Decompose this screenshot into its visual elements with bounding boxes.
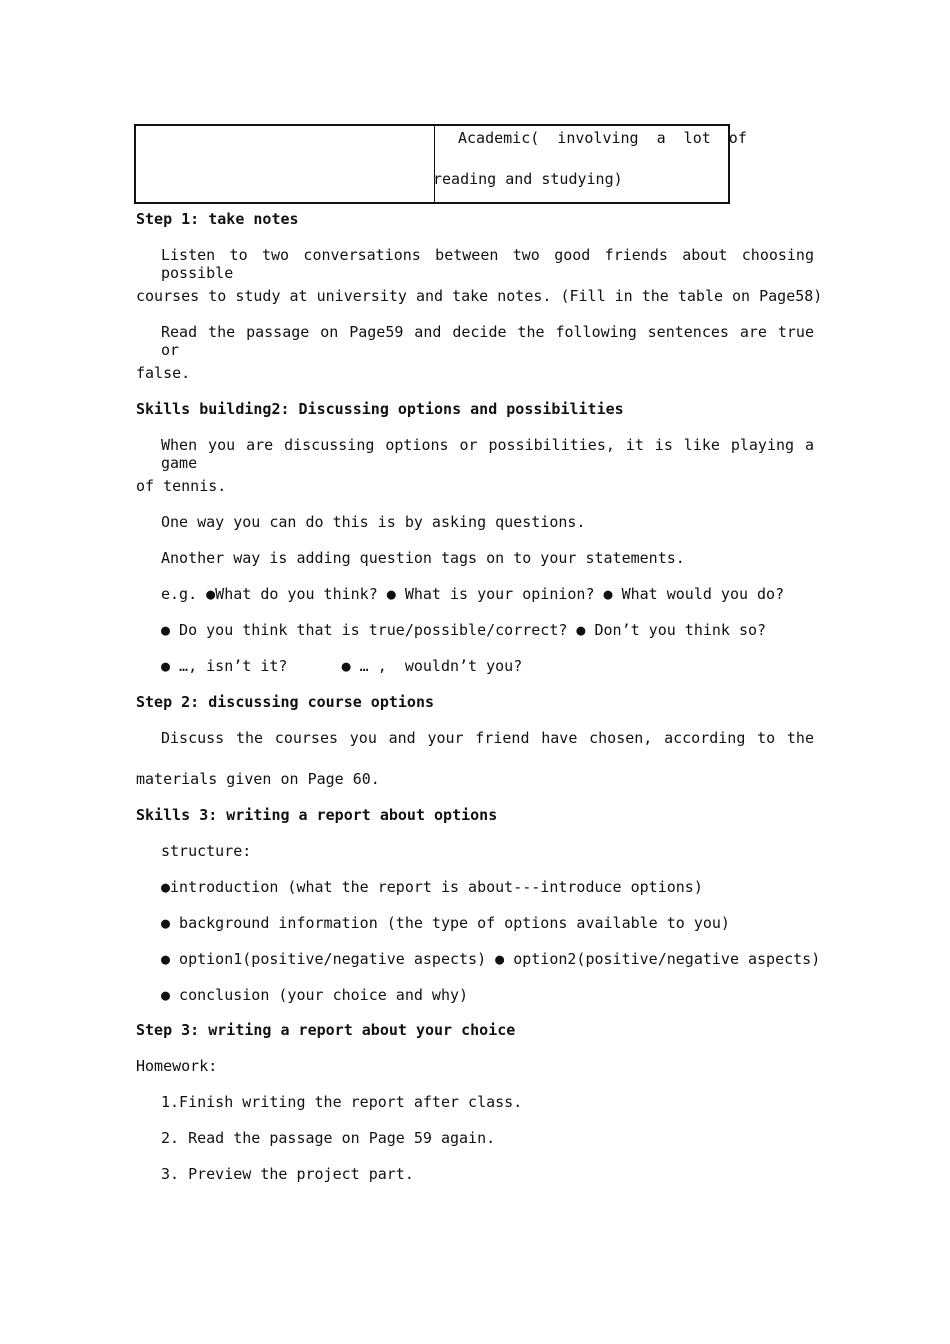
homework-label: Homework:: [136, 1057, 218, 1075]
paragraph-line: When you are discussing options or possibilities, it is like playing a game: [161, 436, 814, 472]
paragraph-line: Another way is adding question tags on to your statements.: [161, 549, 685, 567]
heading-step1: Step 1: take notes: [136, 210, 299, 228]
heading-skills-building2: Skills building2: Discussing options and possibilities: [136, 400, 624, 418]
structure-item: ● option1(positive/negative aspects) ● option2(positive/negative aspects): [161, 950, 821, 968]
structure-item: ●introduction (what the report is about---introduce options): [161, 878, 703, 896]
paragraph-line: Listen to two conversations between two good friends about choosing possible: [161, 246, 814, 282]
heading-step3: Step 3: writing a report about your choice: [136, 1021, 516, 1039]
paragraph-line: Discuss the courses you and your friend have chosen, according to the: [161, 729, 814, 747]
paragraph-line: One way you can do this is by asking questions.: [161, 513, 586, 531]
paragraph-line: Read the passage on Page59 and decide the following sentences are true or: [161, 323, 814, 359]
table-cell-empty: [136, 126, 435, 202]
table-cell-text-line2: reading and studying): [433, 170, 623, 188]
example-line: ● …, isn’t it? ● … , wouldn’t you?: [161, 657, 523, 675]
homework-item: 2. Read the passage on Page 59 again.: [161, 1129, 496, 1147]
structure-label: structure:: [161, 842, 252, 860]
structure-item: ● background information (the type of options available to you): [161, 914, 730, 932]
table-cell-text-line1: Academic( involving a lot of: [458, 129, 747, 147]
homework-item: 1.Finish writing the report after class.: [161, 1093, 523, 1111]
heading-step2: Step 2: discussing course options: [136, 693, 435, 711]
paragraph-line: materials given on Page 60.: [136, 770, 380, 788]
example-line: e.g. ●What do you think? ● What is your opinion? ● What would you do?: [161, 585, 785, 603]
heading-skills3: Skills 3: writing a report about options: [136, 806, 498, 824]
paragraph-line: of tennis.: [136, 477, 227, 495]
paragraph-line: false.: [136, 364, 191, 382]
paragraph-line: courses to study at university and take notes. (Fill in the table on Page58): [136, 287, 823, 305]
example-line: ● Do you think that is true/possible/correct? ● Don’t you think so?: [161, 621, 767, 639]
structure-item: ● conclusion (your choice and why): [161, 986, 469, 1004]
homework-item: 3. Preview the project part.: [161, 1165, 414, 1183]
